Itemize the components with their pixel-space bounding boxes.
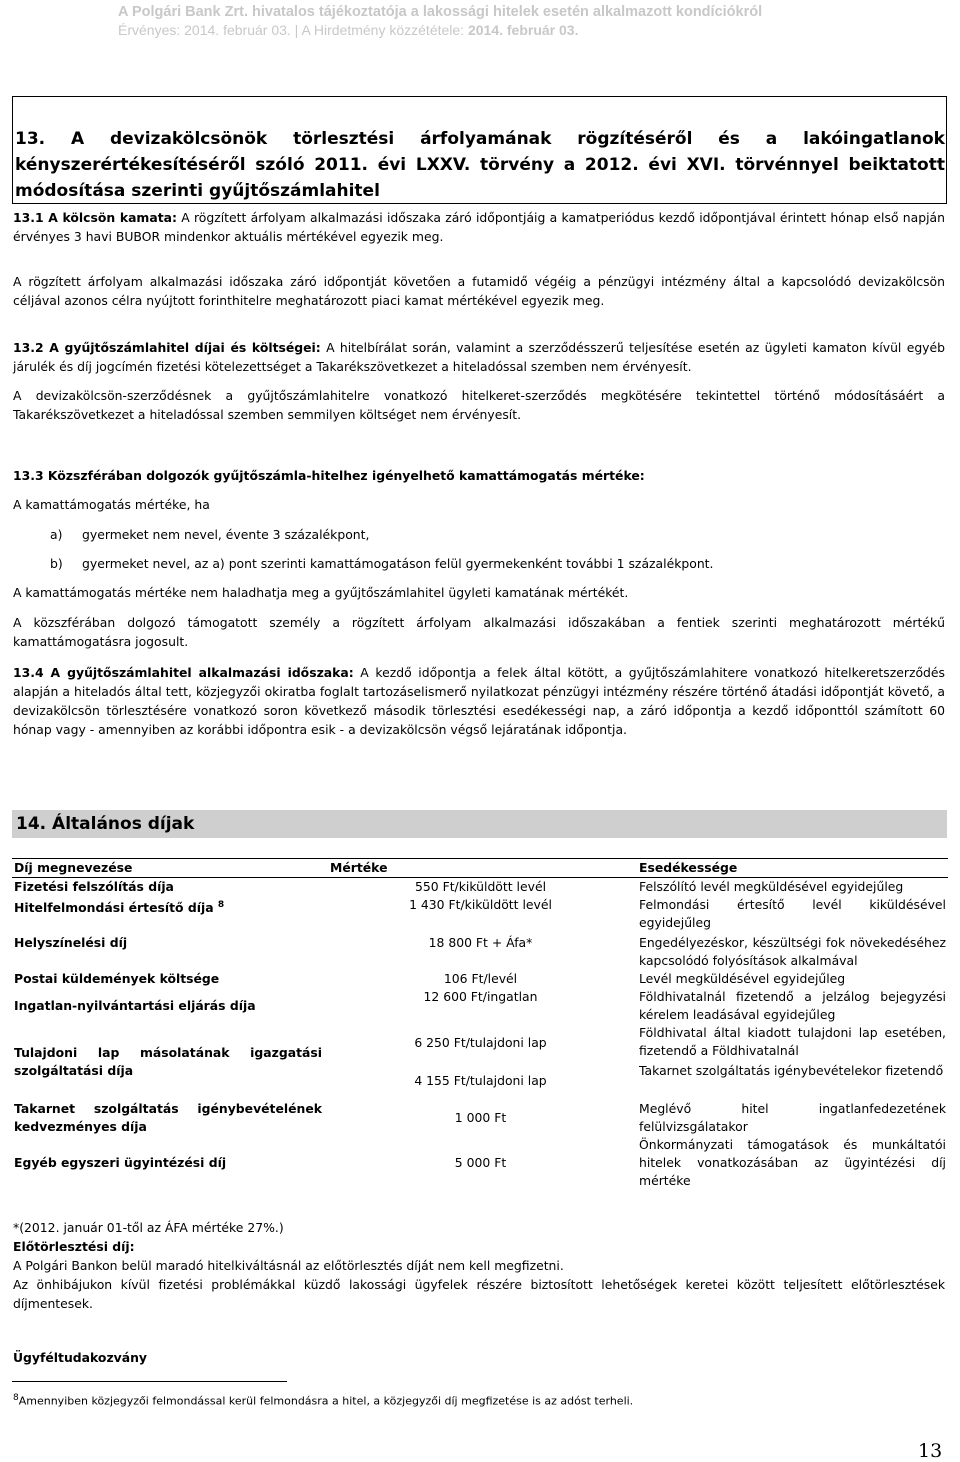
footnote-divider xyxy=(12,1381,287,1382)
vat-note: *(2012. január 01-től az ÁFA mértéke 27%.) xyxy=(13,1220,284,1235)
list-item-b: b) gyermeket nevel, az a) pont szerinti kamattámogatáson felül gyermekenként további 1 százalékpont. xyxy=(50,556,714,571)
table-row: Takarnet szolgáltatás igénybevételének kedvezményes díja 1 000 Ft Meglévő hitel ingatlanfedezetének felülvizsgálatakor xyxy=(14,1101,946,1134)
paragraph-13-2-b: A devizakölcsön-szerződésnek a gyűjtőszámlahitelre vonatkozó hitelkeret-szerződés megkötésére tekintettel történő módosításáért a Takarékszövetkezet a hiteladóssal szemben semmilyen költséget nem érvényesít. xyxy=(13,388,945,422)
ombudsman-heading: Ügyféltudakozvány xyxy=(13,1350,147,1365)
paragraph-13-3-intro: A kamattámogatás mértéke, ha xyxy=(13,497,210,512)
fee-table-header xyxy=(12,859,948,878)
table-row: 4 155 Ft/tulajdoni lap Takarnet szolgáltatás igénybevételekor fizetendő xyxy=(414,1063,944,1088)
fee-table xyxy=(12,858,948,1190)
list-item-a: a) gyermeket nem nevel, évente 3 százalékpont, xyxy=(50,527,370,542)
table-row: Egyéb egyszeri ügyintézési díj 5 000 Ft Önkormányzati támogatások és munkáltatói hitelek vonatkozásában az ügyintézési díj mértéke xyxy=(14,1137,946,1188)
section-13-title: 13. A devizakölcsönök törlesztési árfolyamának rögzítéséről és a lakóingatlanok kényszerértékesítéséről szóló 2011. évi LXXV. törvény a 2012. évi XVI. törvénnyel beiktatott módosítása szerinti gyűjtőszámlahitel xyxy=(15,129,945,201)
prepayment-heading: Előtörlesztési díj: xyxy=(13,1239,135,1254)
paragraph-13-2: 13.2 A gyűjtőszámlahitel díjai és költségei: A hitelbírálat során, valamint a szerződésszerű teljesítése esetén az ügyleti kamaton kívül egyéb járulék és díj jogcímén fizetési kötelezettséget a Takarékszövetkezet a hiteladóssal szemben nem érvényesít. xyxy=(13,340,946,374)
header-title: A Polgári Bank Zrt. hivatalos tájékoztatója a lakossági hitelek esetén alkalmazott kondíciókról xyxy=(118,4,763,20)
footnote-marker: 8 xyxy=(217,900,225,910)
document-header xyxy=(0,0,960,42)
heading-13-3: 13.3 Közszférában dolgozók gyűjtőszámla-hitelhez igényelhető kamattámogatás mértéke: xyxy=(13,468,645,483)
paragraph-13-3-c: A közszférában dolgozó támogatott személy a rögzített árfolyam alkalmazási időszakában a fentiek szerinti meghatározott mértékű kamattámogatásra jogosult. xyxy=(13,615,945,649)
paragraph-13-1-b: A rögzített árfolyam alkalmazási időszaka záró időpontját követően a futamidő végéig a pénzügyi intézmény által a kapcsolódó devizakölcsön céljával azonos célra nyújtott forinthitelre meghatározott piaci kamat mértékével egyezik meg. xyxy=(13,274,945,308)
table-row: Ingatlan-nyilvántartási eljárás díja 12 600 Ft/ingatlan Földhivatalnál fizetendő a jelzálog bejegyzési kérelem leadásával egyidejűleg xyxy=(14,989,946,1022)
prepayment-line-1: A Polgári Bankon belül maradó hitelkiváltásnál az előtörlesztés díját nem kell megfizetni. xyxy=(13,1258,564,1273)
paragraph-13-3-b: A kamattámogatás mértéke nem haladhatja meg a gyűjtőszámlahitel ügyleti kamatának mértékét. xyxy=(13,585,629,600)
column-header-due: Esedékessége xyxy=(637,859,948,878)
column-header-fee: Mértéke xyxy=(324,859,637,878)
column-header-name: Díj megnevezése xyxy=(12,859,324,878)
table-row: Tulajdoni lap másolatának igazgatási szolgáltatási díja 6 250 Ft/tulajdoni lap Földhivatal által kiadott tulajdoni lap esetében, fizetendő a Földhivatalnál xyxy=(14,1025,946,1078)
paragraph-13-4: 13.4 A gyűjtőszámlahitel alkalmazási időszaka: A kezdő időpontja a felek által kötött, a gyűjtőszámlahitere vonatkozó hitelkeretszerződés alapján a hiteladós által tett, közjegyzői okiratba foglalt tartozáselismerő nyilatkozat pénzügyi intézmény részére történő átadási időpontját követő, a devizakölcsön törlesztésére vonatkozó soron következő második törlesztési esedékességi nap, a záró időpontja a kezdő időponttól számított 60 hónap vagy - amennyiben az korábbi időpontra esik - a devizakölcsön végső lejáratának időpontja. xyxy=(13,665,945,737)
header-validity: Érvényes: 2014. február 03. | A Hirdetmény közzététele: 2014. február 03. xyxy=(118,22,579,38)
page-number: 13 xyxy=(918,1440,943,1462)
paragraph-13-1: 13.1 A kölcsön kamata: A rögzített árfolyam alkalmazási időszaka záró időpontjáig a kamatperiódus kezdő időpontjával érintett hónap első napján érvényes 3 havi BUBOR mindenkor aktuális mértékével egyezik meg. xyxy=(13,210,945,244)
table-row: Fizetési felszólítás díja 550 Ft/kiküldött levél Felszólító levél megküldésével egyidejűleg xyxy=(14,879,904,894)
section-14-title: 14. Általános díjak xyxy=(16,814,195,834)
table-row: Hitelfelmondási értesítő díja $^8$ 1 430 Ft/kiküldött levél Felmondási értesítő levél kiküldésével egyidejűleg xyxy=(14,897,946,930)
prepayment-line-2: Az önhibájukon kívül fizetési problémákkal küzdő lakossági ügyfelek részére biztosított lehetőségek keretei között teljesített előtörlesztések díjmentesek. xyxy=(13,1277,945,1311)
table-row: Postai küldemények költsége 106 Ft/levél Levél megküldésével egyidejűleg xyxy=(14,971,846,986)
footnote: $^8$Amennyiben közjegyzői felmondással kerül felmondásra a hitel, a közjegyzői díj megfizetése is az adóst terheli. xyxy=(13,1393,634,1408)
table-row: Helyszínelési díj 18 800 Ft + Áfa* Engedélyezéskor, készültségi fok növekedéséhez kapcsolódó folyósítások alkalmával xyxy=(14,935,946,968)
section-14-title-bar xyxy=(12,810,947,838)
